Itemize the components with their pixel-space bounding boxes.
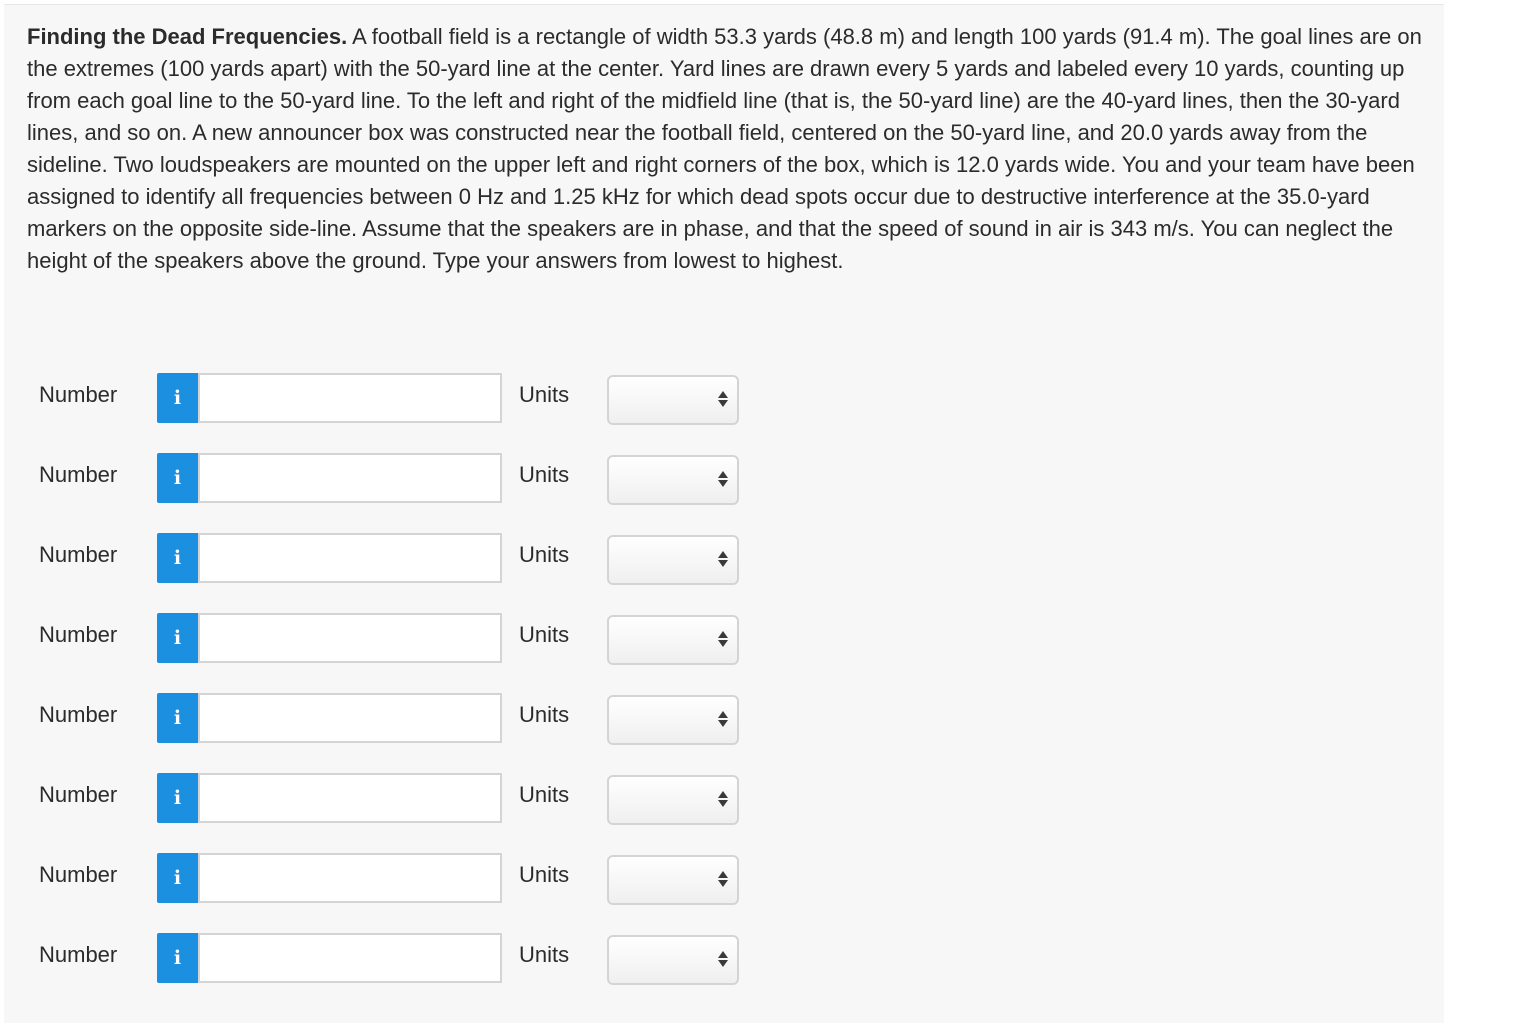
select-arrows-icon bbox=[718, 629, 728, 649]
units-label: Units bbox=[519, 622, 570, 647]
answer-row bbox=[4, 689, 804, 741]
select-arrows-icon bbox=[718, 469, 728, 489]
answer-row bbox=[4, 929, 804, 981]
select-arrows-icon bbox=[718, 709, 728, 729]
number-input[interactable] bbox=[198, 453, 502, 503]
select-arrows-icon bbox=[718, 549, 728, 569]
number-label: Number bbox=[39, 862, 118, 887]
units-select[interactable] bbox=[607, 775, 739, 825]
info-icon[interactable]: i bbox=[157, 693, 198, 743]
number-label: Number bbox=[39, 942, 118, 967]
info-icon[interactable]: i bbox=[157, 613, 198, 663]
units-select[interactable] bbox=[607, 855, 739, 905]
units-select[interactable] bbox=[607, 375, 739, 425]
units-label: Units bbox=[519, 782, 570, 807]
answer-row bbox=[4, 529, 804, 581]
info-icon[interactable]: i bbox=[157, 773, 198, 823]
units-label: Units bbox=[519, 542, 570, 567]
info-icon[interactable]: i bbox=[157, 453, 198, 503]
number-input[interactable] bbox=[198, 773, 502, 823]
units-select[interactable] bbox=[607, 695, 739, 745]
select-arrows-icon bbox=[718, 789, 728, 809]
answer-row bbox=[4, 769, 804, 821]
info-icon[interactable]: i bbox=[157, 533, 198, 583]
number-label: Number bbox=[39, 382, 118, 407]
number-label: Number bbox=[39, 702, 118, 727]
number-input[interactable] bbox=[198, 373, 502, 423]
units-label: Units bbox=[519, 382, 570, 407]
number-label: Number bbox=[39, 462, 118, 487]
select-arrows-icon bbox=[718, 949, 728, 969]
question-text bbox=[27, 21, 1427, 277]
answer-row bbox=[4, 849, 804, 901]
units-label: Units bbox=[519, 462, 570, 487]
info-icon[interactable]: i bbox=[157, 373, 198, 423]
select-arrows-icon bbox=[718, 869, 728, 889]
number-input[interactable] bbox=[198, 933, 502, 983]
number-label: Number bbox=[39, 542, 118, 567]
units-select[interactable] bbox=[607, 935, 739, 985]
units-select[interactable] bbox=[607, 615, 739, 665]
number-label: Number bbox=[39, 782, 118, 807]
select-arrows-icon bbox=[718, 389, 728, 409]
units-select[interactable] bbox=[607, 535, 739, 585]
info-icon[interactable]: i bbox=[157, 853, 198, 903]
answer-row bbox=[4, 609, 804, 661]
answer-row bbox=[4, 369, 804, 421]
number-input[interactable] bbox=[198, 613, 502, 663]
number-label: Number bbox=[39, 622, 118, 647]
units-label: Units bbox=[519, 862, 570, 887]
question-panel bbox=[4, 4, 1444, 1023]
units-label: Units bbox=[519, 702, 570, 727]
question-body: A football field is a rectangle of width 53.3 yards (48.8 m) and length 100 yards (91.4 m). The goal lines are on the extremes (100 yards apart) with the 50-yard line at the center. Yard lines are drawn every 5 yards and labeled every 10 yards, counting up from each goal line to the 50-yard line. To the left and right of the midfield line (that is, the 50-yard line) are the 40-yard lines, then the 30-yard lines, and so on. A new announcer box was constructed near the football field, centered on the 50-yard line, and 20.0 yards away from the sideline. Two loudspeakers are mounted on the upper left and right corners of the box, which is 12.0 yards wide. You and your team have been assigned to identify all frequencies between 0 Hz and 1.25 kHz for which dead spots occur due to destructive interference at the 35.0-yard markers on the opposite side-line. Assume that the speakers are in phase, and that the speed of sound in air is 343 m/s. You can neglect the height of the speakers above the ground. Type your answers from lowest to highest. bbox=[27, 24, 1422, 273]
answer-row bbox=[4, 449, 804, 501]
number-input[interactable] bbox=[198, 853, 502, 903]
question-title: Finding the Dead Frequencies. bbox=[27, 24, 348, 49]
units-label: Units bbox=[519, 942, 570, 967]
units-select[interactable] bbox=[607, 455, 739, 505]
number-input[interactable] bbox=[198, 533, 502, 583]
info-icon[interactable]: i bbox=[157, 933, 198, 983]
number-input[interactable] bbox=[198, 693, 502, 743]
